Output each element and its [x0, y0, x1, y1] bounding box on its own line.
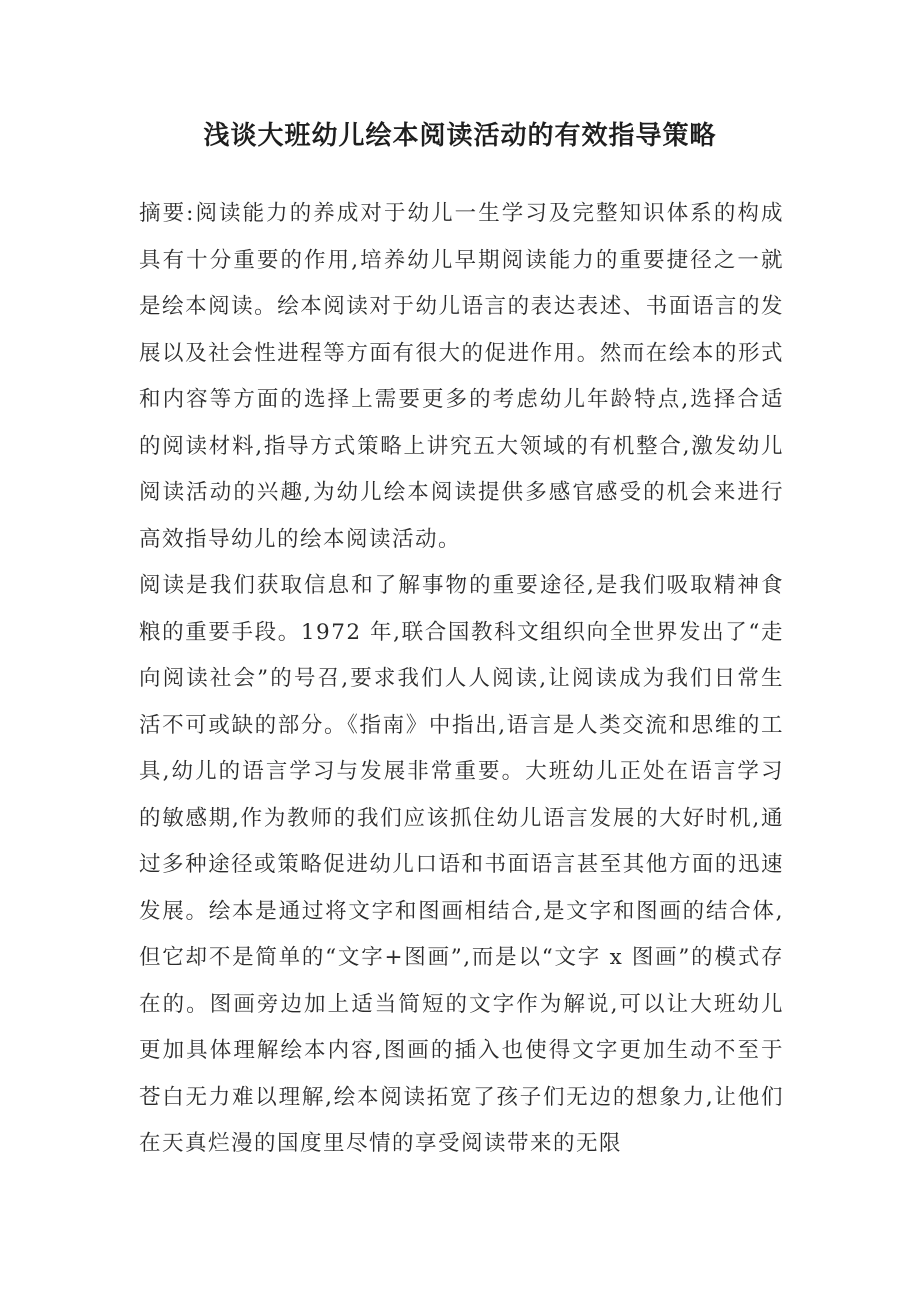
abstract-paragraph: 摘要:阅读能力的养成对于幼儿一生学习及完整知识体系的构成具有十分重要的作用,培养幼儿早期阅读能力的重要捷径之一就是绘本阅读。绘本阅读对于幼儿语言的表达表述、书面语言的发展以及社会性进程等方面有很大的促进作用。然而在绘本的形式和内容等方面的选择上需要更多的考虑幼儿年龄特点,选择合适的阅读材料,指导方式策略上讲究五大领域的有机整合,激发幼儿阅读活动的兴趣,为幼儿绘本阅读提供多感官感受的机会来进行高效指导幼儿的绘本阅读活动。: [139, 201, 784, 552]
body-paragraph: 阅读是我们获取信息和了解事物的重要途径,是我们吸取精神食粮的重要手段。1972 年,联合国教科文组织向全世界发出了“走向阅读社会”的号召,要求我们人人阅读,让阅读成为我们日常生活不可或缺的部分。《指南》中指出,语言是人类交流和思维的工具,幼儿的语言学习与发展非常重要。大班幼儿正处在语言学习的敏感期,作为教师的我们应该抓住幼儿语言发展的大好时机,通过多种途径或策略促进幼儿口语和书面语言甚至其他方面的迅速发展。绘本是通过将文字和图画相结合,是文字和图画的结合体,但它却不是简单的“文字+图画”,而是以“文字 x 图画”的模式存在的。图画旁边加上适当简短的文字作为解说,可以让大班幼儿更加具体理解绘本内容,图画的插入也使得文字更加生动不至于苍白无力难以理解,绘本阅读拓宽了孩子们无边的想象力,让他们在天真烂漫的国度里尽情的享受阅读带来的无限: [139, 573, 784, 1156]
document-body: [139, 191, 784, 1168]
document-title: 浅谈大班幼儿绘本阅读活动的有效指导策略: [203, 121, 717, 151]
